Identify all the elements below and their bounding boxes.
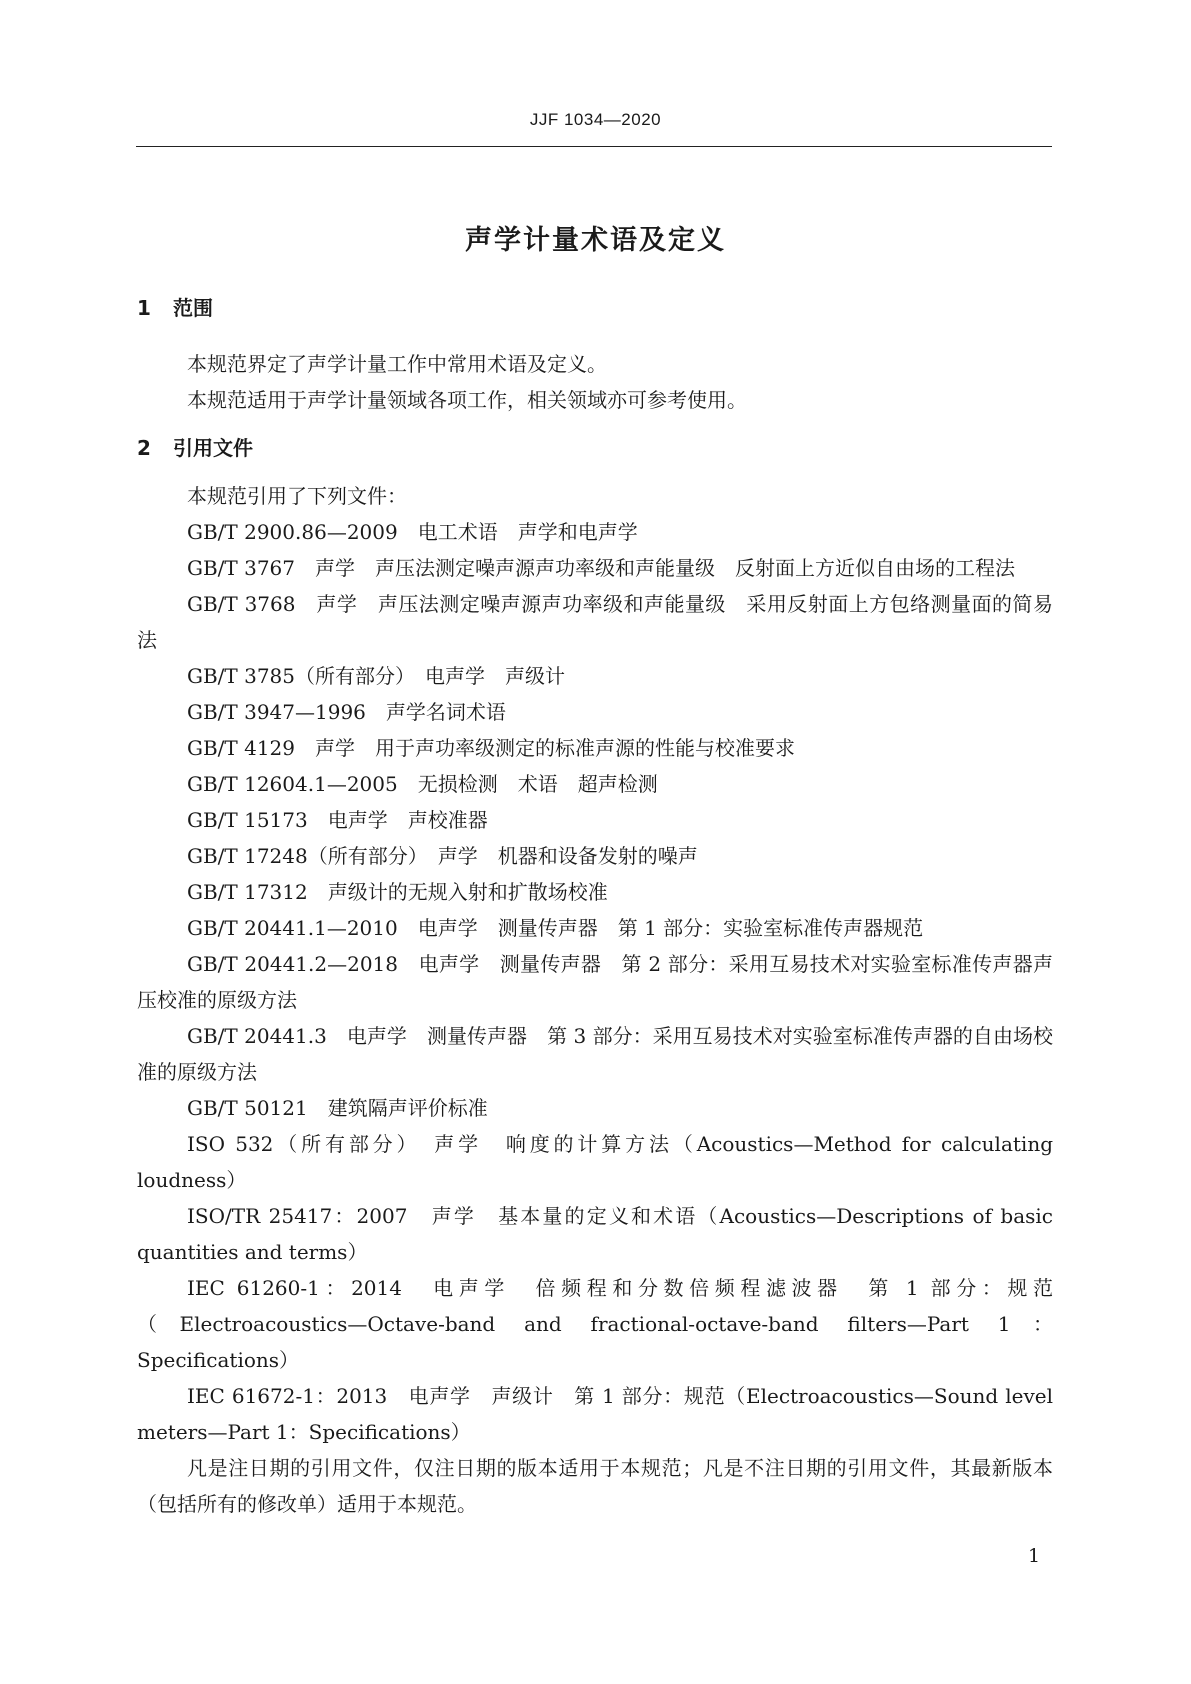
reference-item: GB/T 17248（所有部分） 声学 机器和设备发射的噪声: [187, 844, 698, 868]
running-header: JJF 1034—2020: [529, 110, 662, 129]
document-body: [137, 290, 1053, 1522]
references-closing-note: 凡是注日期的引用文件，仅注日期的版本适用于本规范；凡是不注日期的引用文件，其最新版本（包括所有的修改单）适用于本规范。: [137, 1456, 1053, 1516]
section-number: 2: [137, 436, 151, 460]
header-divider: [136, 146, 1052, 147]
reference-item: GB/T 12604.1—2005 无损检测 术语 超声检测: [187, 772, 658, 796]
references-intro: 本规范引用了下列文件：: [187, 484, 407, 508]
reference-item: ISO/TR 25417：2007 声学 基本量的定义和术语（Acoustics—Descriptions of basic quantities and terms）: [137, 1204, 1053, 1264]
section-heading-references: [137, 430, 1053, 466]
reference-item: GB/T 50121 建筑隔声评价标准: [187, 1096, 488, 1120]
paragraph: 本规范界定了声学计量工作中常用术语及定义。: [187, 352, 607, 376]
reference-item: GB/T 15173 电声学 声校准器: [187, 808, 488, 832]
reference-item: GB/T 3947—1996 声学名词术语: [187, 700, 506, 724]
reference-item: IEC 61672-1：2013 电声学 声级计 第 1 部分：规范（Electroacoustics—Sound level meters—Part 1：Specifications）: [137, 1384, 1053, 1444]
reference-item: ISO 532（所有部分） 声学 响度的计算方法（Acoustics—Method for calculating loudness）: [137, 1132, 1053, 1192]
paragraph: 本规范适用于声学计量领域各项工作，相关领域亦可参考使用。: [187, 388, 747, 412]
reference-item: GB/T 3767 声学 声压法测定噪声源声功率级和声能量级 反射面上方近似自由场的工程法: [187, 556, 1016, 580]
page-title: 声学计量术语及定义: [465, 225, 726, 257]
reference-item: GB/T 3768 声学 声压法测定噪声源声功率级和声能量级 采用反射面上方包络测量面的简易法: [137, 592, 1053, 652]
page-number: 1: [1028, 1545, 1041, 1567]
reference-item: GB/T 20441.3 电声学 测量传声器 第 3 部分：采用互易技术对实验室标准传声器的自由场校准的原级方法: [137, 1024, 1053, 1084]
reference-item: GB/T 17312 声级计的无规入射和扩散场校准: [187, 880, 608, 904]
reference-item: GB/T 2900.86—2009 电工术语 声学和电声学: [187, 520, 638, 544]
reference-item: IEC 61260-1：2014 电声学 倍频程和分数倍频程滤波器 第 1 部分：规范（Electroacoustics—Octave-band and fractional-octave-band filters—Part 1：Specifications）: [137, 1276, 1053, 1372]
section-title: 范围: [173, 296, 213, 320]
reference-item: GB/T 3785（所有部分） 电声学 声级计: [187, 664, 566, 688]
reference-item: GB/T 20441.1—2010 电声学 测量传声器 第 1 部分：实验室标准传声器规范: [187, 916, 924, 940]
section-number: 1: [137, 296, 151, 320]
reference-item: GB/T 20441.2—2018 电声学 测量传声器 第 2 部分：采用互易技术对实验室标准传声器声压校准的原级方法: [137, 952, 1053, 1012]
section-heading-scope: [137, 290, 1053, 326]
reference-item: GB/T 4129 声学 用于声功率级测定的标准声源的性能与校准要求: [187, 736, 796, 760]
section-title: 引用文件: [173, 436, 253, 460]
